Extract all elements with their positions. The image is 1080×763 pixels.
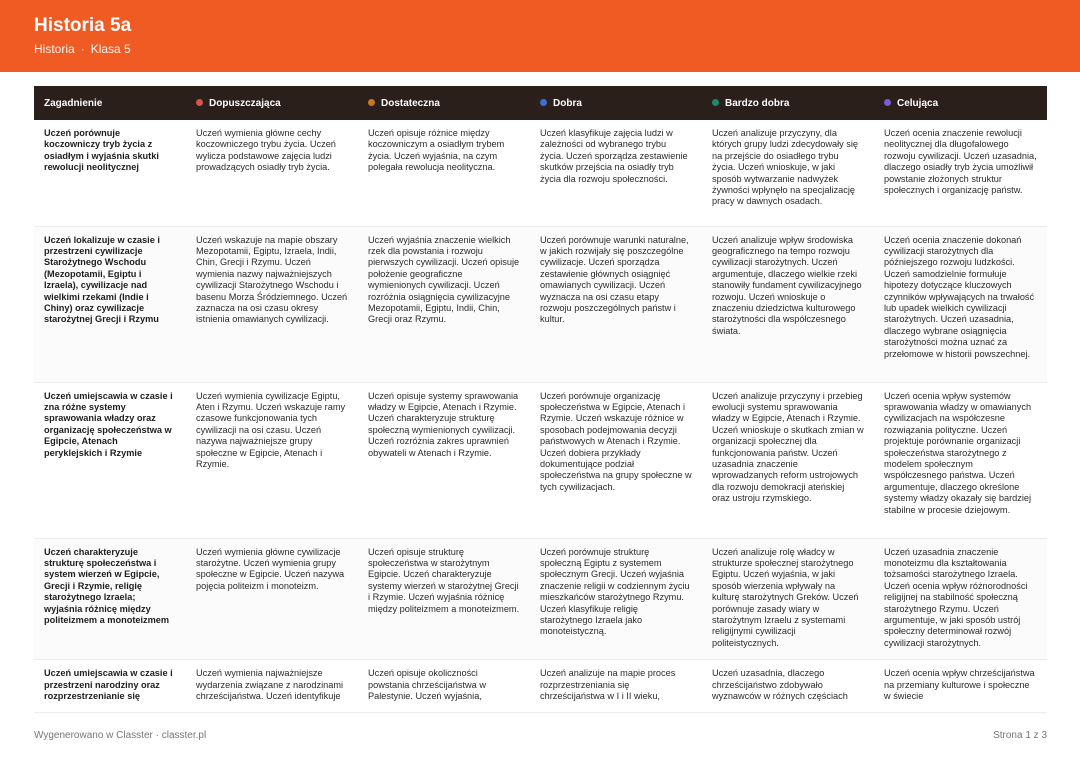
subject-label: Historia — [34, 42, 75, 56]
page-number: Strona 1 z 3 — [993, 730, 1047, 741]
criteria-cell: Uczeń analizuje wpływ środowiska geograficznego na tempo rozwoju cywilizacji starożytnych. Uczeń argumentuje, dlaczego wielkie rzeki stanowiły fundament cywilizacyjnego rozwoju. Uczeń wnioskuje o znaczeniu dziedzictwa kulturowego starożytności dla współczesnego świata. — [702, 226, 874, 382]
grade-dot-icon — [540, 99, 547, 106]
criteria-cell: Uczeń opisuje różnice między koczowniczym a osiadłym trybem życia. Uczeń wyjaśnia, na czym polegała rewolucja neolityczna. — [358, 120, 530, 226]
criteria-cell: Uczeń porównuje warunki naturalne, w jakich rozwijały się poszczególne cywilizacje. Uczeń sporządza zestawienie głównych osiągnięć omawianych cywilizacji. Uczeń wyznacza na osi czasu etapy rozwoju poszczególnych państw i kultur. — [530, 226, 702, 382]
criteria-cell: Uczeń wyjaśnia znaczenie wielkich rzek dla powstania i rozwoju pierwszych cywilizacji. Uczeń opisuje położenie geograficzne wymienionych cywilizacji. Uczeń rozróżnia osiągnięcia cywilizacyjne Mezopotamii, Egiptu, Indii, Chin, Grecji oraz Rzymu. — [358, 226, 530, 382]
grade-dot-icon — [368, 99, 375, 106]
column-header-grade: Celująca — [874, 86, 1047, 120]
criteria-cell: Uczeń ocenia wpływ chrześcijaństwa na przemiany kulturowe i społeczne w świecie — [874, 660, 1047, 713]
criteria-cell: Uczeń wymienia główne cechy koczowniczego trybu życia. Uczeń wylicza podstawowe zajęcia ludzi prowadzących osiadły tryb życia. — [186, 120, 358, 226]
criteria-cell: Uczeń porównuje strukturę społeczną Egiptu z systemem społecznym Grecji. Uczeń wyjaśnia znaczenie religii w codziennym życiu mieszkańców starożytnego Rzymu. Uczeń klasyfikuje religię starożytnego Izraela jako monoteistyczną. — [530, 538, 702, 660]
criteria-cell: Uczeń wskazuje na mapie obszary Mezopotamii, Egiptu, Izraela, Indii, Chin, Grecji i Rzymu. Uczeń wymienia nazwy najważniejszych cywilizacji Starożytnego Wschodu i basenu Morza Śródziemnego. Uczeń zaznacza na osi czasu okresy istnienia omawianych cywilizacji. — [186, 226, 358, 382]
criteria-cell: Uczeń porównuje organizację społeczeństwa w Egipcie, Atenach i Rzymie. Uczeń wskazuje różnice w sposobach podejmowania decyzji państwowych w Atenach i Rzymie. Uczeń dobiera przykłady dokumentujące podział społeczeństwa na grupy społeczne w tych cywilizacjach. — [530, 382, 702, 538]
criteria-cell: Uczeń wymienia najważniejsze wydarzenia związane z narodzinami chrześcijaństwa. Uczeń identyfikuje — [186, 660, 358, 713]
grading-table — [34, 86, 1047, 713]
criteria-cell: Uczeń wymienia główne cywilizacje starożytne. Uczeń wymienia grupy społeczne w Egipcie. Uczeń nazywa pojęcia politeizm i monoteizm. — [186, 538, 358, 660]
criteria-cell: Uczeń opisuje systemy sprawowania władzy w Egipcie, Atenach i Rzymie. Uczeń charakteryzuje strukturę społeczną wymienionych cywilizacji. Uczeń rozróżnia zakres uprawnień obywateli w Atenach i Rzymie. — [358, 382, 530, 538]
topic-cell: Uczeń umiejscawia w czasie i zna różne systemy sprawowania władzy oraz organizację społeczeństwa w Egipcie, Atenach peryklejskich i Rzymie — [34, 382, 186, 538]
table-row — [34, 120, 1047, 226]
topic-cell: Uczeń umiejscawia w czasie i przestrzeni narodziny oraz rozprzestrzenianie się — [34, 660, 186, 713]
criteria-cell: Uczeń ocenia wpływ systemów sprawowania władzy w omawianych cywilizacjach na współczesne rozwiązania polityczne. Uczeń projektuje porównanie organizacji społeczeństwa starożytnego z modelem społecznym współczesnego państwa. Uczeń argumentuje, dlaczego określone systemy władzy okazały się bardziej stabilne w procesie dziejowym. — [874, 382, 1047, 538]
table-header-row — [34, 86, 1047, 120]
subtitle-separator: · — [80, 42, 85, 56]
grade-dot-icon — [712, 99, 719, 106]
criteria-cell: Uczeń opisuje okoliczności powstania chrześcijaństwa w Palestynie. Uczeń wyjaśnia, — [358, 660, 530, 713]
page-title: Historia 5a — [34, 15, 132, 36]
criteria-cell: Uczeń opisuje strukturę społeczeństwa w starożytnym Egipcie. Uczeń charakteryzuje systemy wierzeń w starożytnej Grecji i Rzymie. Uczeń wyjaśnia różnicę między politeizmem a monoteizmem. — [358, 538, 530, 660]
table-row — [34, 660, 1047, 713]
page-header — [0, 0, 1080, 72]
topic-cell: Uczeń porównuje koczowniczy tryb życia z osiadłym i wyjaśnia skutki rewolucji neolitycznej — [34, 120, 186, 226]
column-header-grade: Dobra — [530, 86, 702, 120]
class-label: Klasa 5 — [90, 42, 131, 56]
criteria-cell: Uczeń wymienia cywilizacje Egiptu, Aten i Rzymu. Uczeń wskazuje ramy czasowe funkcjonowania tych cywilizacji na osi czasu. Uczeń nazywa najważniejsze grupy społeczne w Egipcie, Atenach i Rzymie. — [186, 382, 358, 538]
column-header-grade: Dopuszczająca — [186, 86, 358, 120]
topic-cell: Uczeń charakteryzuje strukturę społeczeństwa i system wierzeń w Egipcie, Grecji i Rzymie, religię starożytnego Izraela; wyjaśnia różnicę między politeizmem a monoteizmem — [34, 538, 186, 660]
page-subtitle — [34, 41, 1046, 57]
criteria-cell: Uczeń analizuje przyczyny i przebieg ewolucji systemu sprawowania władzy w Egipcie, Atenach i Rzymie. Uczeń wnioskuje o skutkach zmian w organizacji społecznej dla funkcjonowania państw. Uczeń uzasadnia znaczenie wprowadzanych reform ustrojowych dla rozwoju demokracji ateńskiej oraz ustroju rzymskiego. — [702, 382, 874, 538]
column-header-topic: Zagadnienie — [44, 97, 103, 109]
criteria-cell: Uczeń analizuje przyczyny, dla których grupy ludzi zdecydowały się na przejście do osiadłego trybu życia. Uczeń wnioskuje, w jaki sposób wytwarzanie nadwyżek żywności wpłynęło na specjalizację pracy w dawnych osadach. — [702, 120, 874, 226]
generated-by-text: Wygenerowano w Classter · classter.pl — [34, 730, 207, 741]
table-row — [34, 382, 1047, 538]
criteria-cell: Uczeń analizuje na mapie proces rozprzestrzeniania się chrześcijaństwa w I i II wieku, — [530, 660, 702, 713]
grade-dot-icon — [196, 99, 203, 106]
criteria-cell: Uczeń ocenia znaczenie rewolucji neolitycznej dla długofalowego rozwoju cywilizacji. Uczeń uzasadnia, dlaczego osiadły tryb życia umożliwił powstanie złożonych struktur społecznych i organizację państw. — [874, 120, 1047, 226]
column-header-grade: Bardzo dobra — [702, 86, 874, 120]
grading-table-container — [34, 86, 1047, 701]
column-header-grade: Dostateczna — [358, 86, 530, 120]
criteria-cell: Uczeń analizuje rolę władcy w strukturze społecznej starożytnego Egiptu. Uczeń wyjaśnia, w jaki sposób wierzenia wpływały na kulturę starożytnych Greków. Uczeń porównuje zasady wiary w starożytnym Izraelu z systemami religijnymi cywilizacji politeistycznych. — [702, 538, 874, 660]
criteria-cell: Uczeń uzasadnia znaczenie monoteizmu dla kształtowania tożsamości starożytnego Izraela. Uczeń ocenia wpływ różnorodności religijnej na stabilność społeczną starożytnego Rzymu. Uczeń argumentuje, w jaki sposób ustrój społeczny determinował rozwój cywilizacji starożytnych. — [874, 538, 1047, 660]
topic-cell: Uczeń lokalizuje w czasie i przestrzeni cywilizacje Starożytnego Wschodu (Mezopotamii, Egiptu i Izraela), cywilizacje nad wielkimi rzekami (Indie i Chiny) oraz cywilizacje starożytnej Grecji i Rzymu — [34, 226, 186, 382]
table-row — [34, 226, 1047, 382]
table-row — [34, 538, 1047, 660]
grade-dot-icon — [884, 99, 891, 106]
criteria-cell: Uczeń ocenia znaczenie dokonań cywilizacji starożytnych dla późniejszego rozwoju ludzkości. Uczeń samodzielnie formułuje hipotezy dotyczące kluczowych czynników wpływających na trwałość lub upadek wielkich cywilizacji starożytnych. Uczeń uzasadnia, dlaczego wybrane osiągnięcia starożytności można uznać za przełomowe w historii powszechnej. — [874, 226, 1047, 382]
criteria-cell: Uczeń uzasadnia, dlaczego chrześcijaństwo zdobywało wyznawców w różnych częściach — [702, 660, 874, 713]
criteria-cell: Uczeń klasyfikuje zajęcia ludzi w zależności od wybranego trybu życia. Uczeń sporządza zestawienie skutków przejścia na osiadły tryb życia dla rozwoju społeczności. — [530, 120, 702, 226]
